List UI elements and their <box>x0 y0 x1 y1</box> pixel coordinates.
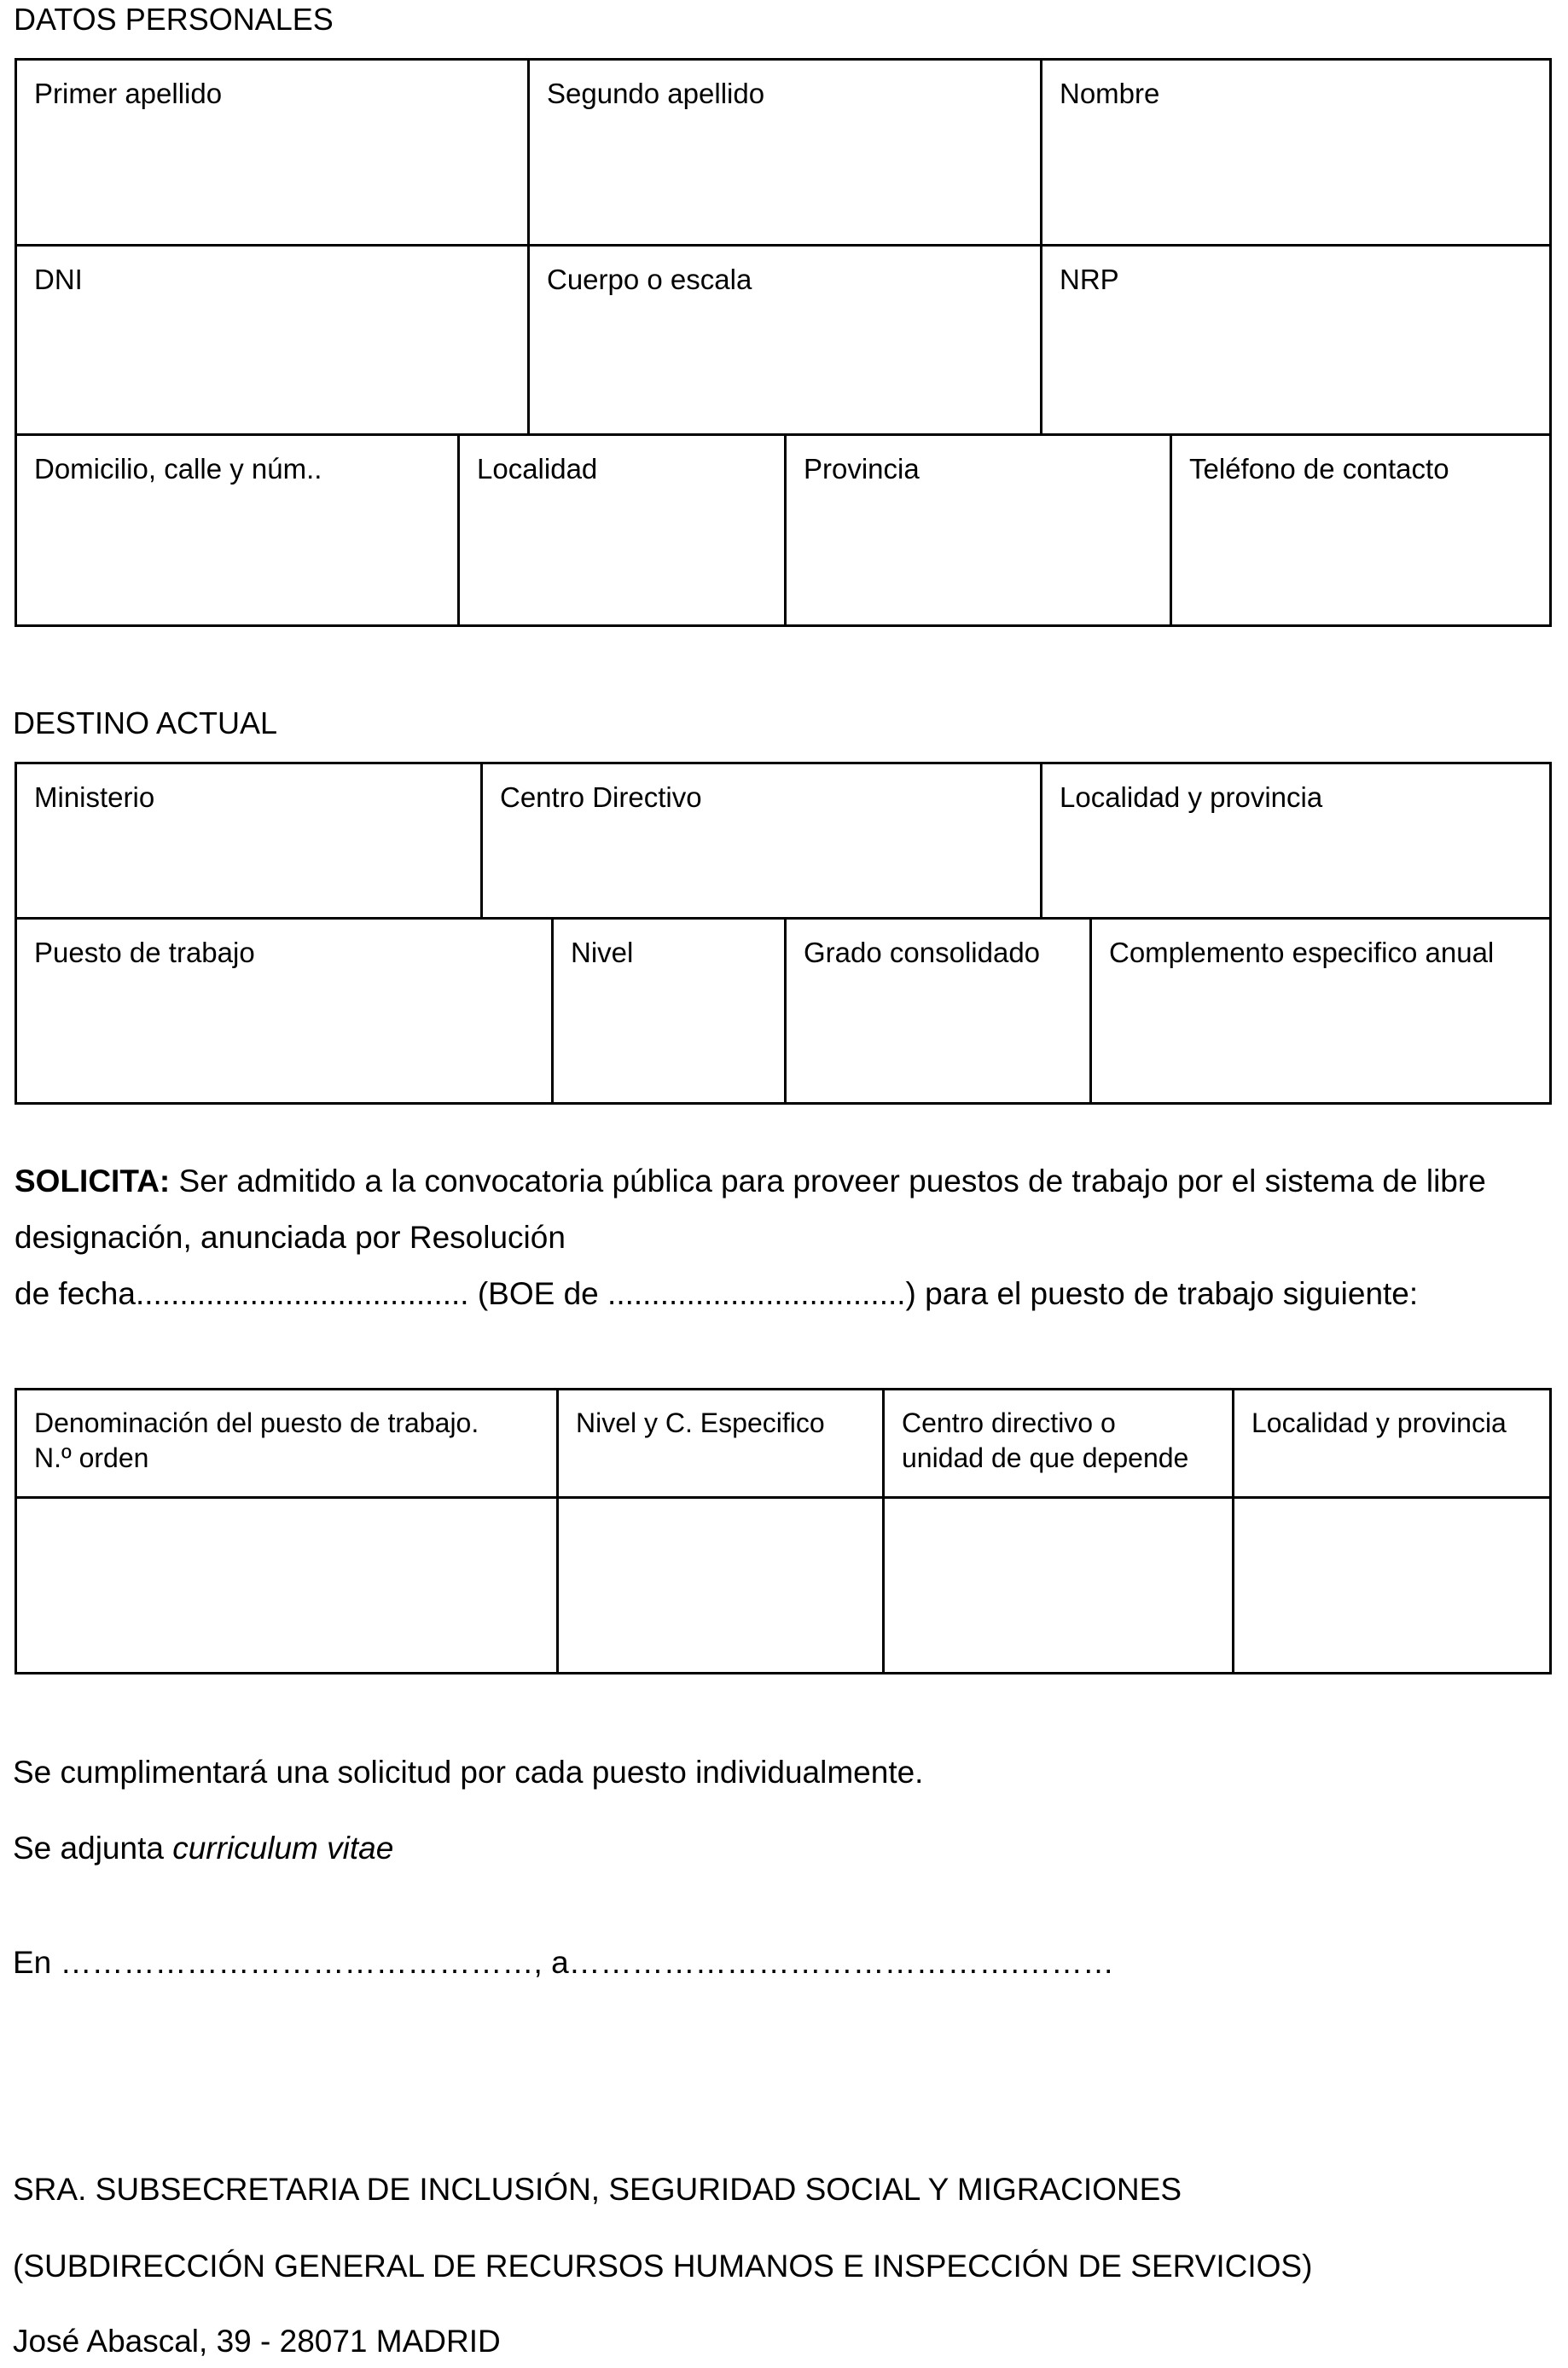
header-label: unidad de que depende <box>902 1442 1189 1473</box>
field-grado-consolidado[interactable] <box>784 917 1089 1105</box>
header-label: Localidad y provincia <box>1251 1407 1507 1438</box>
current-post-row-1 <box>15 762 1552 917</box>
header-localidad-provincia <box>1232 1388 1552 1496</box>
field-dni[interactable] <box>15 244 527 433</box>
header-nivel-c-especifico <box>556 1388 882 1496</box>
field-label: Centro Directivo <box>500 781 702 813</box>
field-centro-directivo[interactable] <box>480 762 1040 917</box>
field-label: Complemento especifico anual <box>1109 937 1495 968</box>
header-label: N.º orden <box>34 1442 149 1473</box>
field-nrp[interactable] <box>1040 244 1552 433</box>
field-label: Teléfono de contacto <box>1189 453 1449 485</box>
field-cuerpo-escala[interactable] <box>527 244 1040 433</box>
field-primer-apellido[interactable] <box>15 58 527 244</box>
section-heading-destino-actual: DESTINO ACTUAL <box>13 705 278 740</box>
current-post-row-2 <box>15 917 1552 1105</box>
field-label: Provincia <box>804 453 920 485</box>
request-line-2: designación, anunciada por Resolución <box>15 1220 566 1255</box>
request-label: SOLICITA: <box>15 1164 171 1199</box>
field-label: Cuerpo o escala <box>547 264 752 295</box>
input-localidad-provincia[interactable] <box>1232 1496 1552 1674</box>
note-attach-cv-italic: curriculum vitae <box>172 1831 394 1866</box>
requested-post-input-row <box>15 1496 1552 1674</box>
field-label: Puesto de trabajo <box>34 937 255 968</box>
field-localidad-provincia[interactable] <box>1040 762 1552 917</box>
input-nivel-c-especifico[interactable] <box>556 1496 882 1674</box>
note-one-request-per-post: Se cumplimentará una solicitud por cada puesto individualmente. <box>13 1755 924 1790</box>
field-localidad[interactable] <box>457 433 784 627</box>
addressee-line-2: (SUBDIRECCIÓN GENERAL DE RECURSOS HUMANOS E INSPECCIÓN DE SERVICIOS) <box>13 2249 1313 2284</box>
addressee-line-1: SRA. SUBSECRETARIA DE INCLUSIÓN, SEGURIDAD SOCIAL Y MIGRACIONES <box>13 2172 1182 2207</box>
field-label: Ministerio <box>34 781 155 813</box>
note-attach-cv <box>13 1832 393 1864</box>
field-label: DNI <box>34 264 83 295</box>
field-label: Localidad <box>477 453 598 485</box>
header-label: Nivel y C. Especifico <box>576 1407 825 1438</box>
field-label: Primer apellido <box>34 78 223 109</box>
section-heading-datos-personales: DATOS PERSONALES <box>14 2 334 37</box>
field-nombre[interactable] <box>1040 58 1552 244</box>
field-label: Segundo apellido <box>547 78 765 109</box>
header-label: Centro directivo o <box>902 1407 1116 1438</box>
place-date-line[interactable]: En ………………………………………, a…………………………………….……… <box>13 1945 1114 1980</box>
addressee-line-3: José Abascal, 39 - 28071 MADRID <box>13 2324 501 2359</box>
personal-data-table <box>15 58 1552 627</box>
input-denominacion[interactable] <box>15 1496 556 1674</box>
header-denominacion <box>15 1388 556 1496</box>
note-attach-prefix: Se adjunta <box>13 1831 173 1866</box>
requested-post-header-row <box>15 1388 1552 1496</box>
field-label: Grado consolidado <box>804 937 1041 968</box>
input-centro-directivo[interactable] <box>882 1496 1232 1674</box>
field-puesto-trabajo[interactable] <box>15 917 551 1105</box>
field-label: Localidad y provincia <box>1060 781 1323 813</box>
field-nivel[interactable] <box>551 917 784 1105</box>
field-telefono[interactable] <box>1170 433 1552 627</box>
field-segundo-apellido[interactable] <box>527 58 1040 244</box>
field-provincia[interactable] <box>784 433 1170 627</box>
field-domicilio[interactable] <box>15 433 457 627</box>
request-line-1 <box>15 1153 1559 1210</box>
field-label: Nombre <box>1060 78 1160 109</box>
current-post-table <box>15 762 1552 1105</box>
personal-data-row-1 <box>15 58 1552 244</box>
personal-data-row-3 <box>15 433 1552 627</box>
header-centro-directivo <box>882 1388 1232 1496</box>
field-ministerio[interactable] <box>15 762 480 917</box>
request-text: Ser admitido a la convocatoria pública para proveer puestos de trabajo por el sistema de libre <box>170 1164 1486 1199</box>
header-label: Denominación del puesto de trabajo. <box>34 1407 479 1438</box>
request-line-3: de fecha...................................... (BOE de ..................................) para el puesto de trabajo siguiente: <box>15 1276 1419 1311</box>
field-label: Domicilio, calle y núm.. <box>34 453 322 485</box>
personal-data-row-2 <box>15 244 1552 433</box>
field-label: Nivel <box>571 937 634 968</box>
field-label: NRP <box>1060 264 1119 295</box>
requested-post-table <box>15 1388 1552 1674</box>
request-paragraph <box>15 1153 1559 1322</box>
field-complemento-especifico[interactable] <box>1089 917 1552 1105</box>
